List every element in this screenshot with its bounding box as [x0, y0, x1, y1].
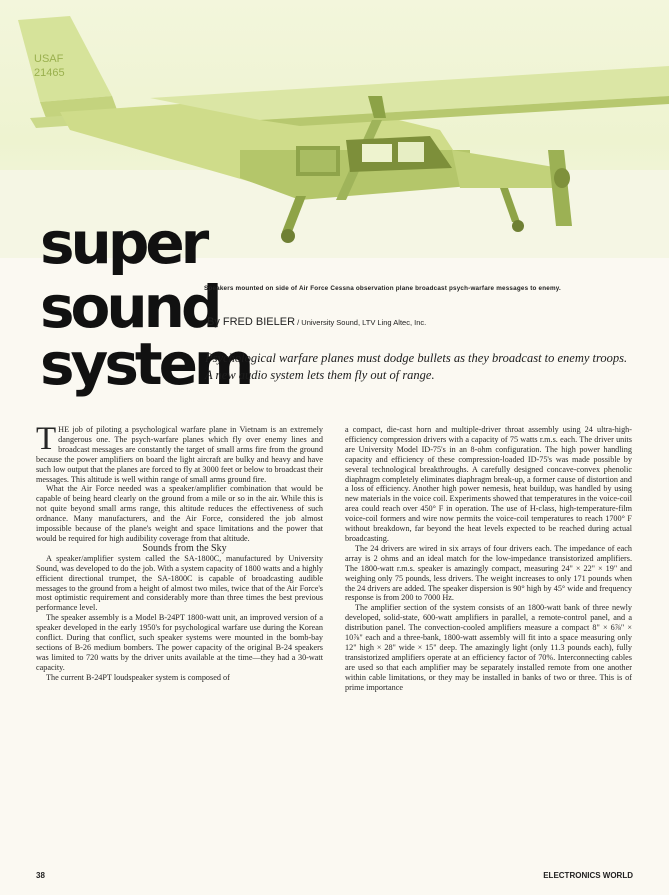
paragraph: The 24 drivers are wired in six arrays of four drivers each. The impedance of each array is 2 ohms and an ideal match for the low-impedance transistorized amplifiers. The 1800-watt r.m.s. speaker is amazingly compact, measuring 24" × 22" × 19" and weighing only 75 pounds, less drivers. The weight increases to only 171 pounds when the 24 drivers are added. The speaker dispersion is 90° high by 45° wide and frequency response is from 200 to 7000 Hz.: [345, 543, 632, 603]
page-number: 38: [36, 871, 45, 880]
tail-marking-number: 21465: [34, 67, 65, 79]
paragraph: The amplifier section of the system consists of an 1800-watt bank of three newly developed, solid-state, 600-watt amplifiers in parallel, a remote-control panel, and a distribution panel. The convection-cooled amplifiers measure a compact 8" × 6⅞" × 10⅞" each and a three-bank, 1800-watt assembly will fit into a space measuring only 12" high × 28" wide × 15" deep. The amazingly light (only 11.3 pounds each), fully transistorized amplifiers operate at an efficiency factor of 70%. Interconnecting cables are used so that each amplifier may be separately installed remote from one another within cable limitations, or they may be installed in banks of two or three. This is of prime importance: [345, 603, 632, 692]
paragraph: The speaker assembly is a Model B-24PT 1800-watt unit, an improved version of a speaker developed in the early 1950's for psychological warfare use during the Korean conflict. During that conflict, such speaker systems were mounted in the bomb-bay sections of B-26 medium bombers. The power capacity of the original B-24 speakers was limited to 720 watts by the driver units available at the time—they had a 30-watt capacity.: [36, 613, 323, 672]
title-line-3: system: [40, 330, 251, 398]
paragraph: A speaker/amplifier system called the SA-1800C, manufactured by University Sound, was developed to do the job. With a system capacity of 1800 watts and a highly efficient directional trumpet, the SA-1800C is capable of broadcasting audible messages to the ground from a height of almost two miles, twice that of the Air Force's most optimistic requirement and considerably more than three times the best previous performance level.: [36, 553, 323, 613]
paragraph-text: HE job of piloting a psychological warfare plane in Vietnam is an extremely dangerous one. The psych-warfare planes which fly over enemy lines and broadcast messages are constantly the target of small arms fire from the ground because the power amplifiers on board the light aircraft are bulky and heavy and have such low output that the planes are forced to fly at 3000 feet or below to broadcast their messages. This altitude is well within range of small arms ground fire.: [36, 425, 323, 484]
paragraph: a compact, die-cast horn and multiple-driver throat assembly using 24 ultra-high-efficiency compression drivers with a capacity of 75 watts r.m.s. each. The driver units are University Model ID-75's in an 8-ohm configuration. The high power handling capacity and efficiency of these compression-loaded ID-75's was made possible by several technological breakthroughs. A carefully designed concave-convex phenolic diaphragm completely eliminates diaphragm break-up, a former cause of distortion and a loss of efficiency. Another high power nemesis, heat buildup, was handled by using new materials in the voice coil. Experiments showed that temperatures in the voice-coil area could reach over 450° F in operation. The use of H-class, high-temperature-film voice-coil formers and wire now permits the voice-coil temperatures to reach 1700° F without breakdown, far beyond the heat levels expected to be reached during actual broadcasting.: [345, 425, 632, 543]
paragraph: The current B-24PT loudspeaker system is composed of: [46, 672, 230, 682]
tail-marking-usaf: USAF: [34, 53, 64, 65]
magazine-name: ELECTRONICS WORLD: [543, 871, 633, 880]
paragraph: [36, 421, 323, 484]
byline: [207, 316, 426, 328]
photo-caption: Speakers mounted on side of Air Force Cessna observation plane broadcast psych-warfare messages to enemy.: [204, 285, 561, 292]
article-column-1: [36, 421, 323, 683]
article-deck: Psychological warfare planes must dodge bullets as they broadcast to enemy troops. A new audio system lets them fly out of range.: [205, 351, 628, 382]
drop-cap: T: [36, 421, 57, 457]
section-subhead: Sounds from the Sky: [142, 542, 227, 554]
byline-affiliation: / University Sound, LTV Ling Altec, Inc.: [295, 318, 427, 327]
paragraph: What the Air Force needed was a speaker/amplifier combination that would be capable of being heard clearly on the ground from a mile or so in the air. While this is not quite beyond small arms range, this altitude reduces the effectiveness of such ordnance. Many manufacturers, and the Air Force, considered the job almost impossible because of the plane's weight and space limitations and the power that would be required for high audibility coverage from that altitude.: [36, 484, 323, 543]
title-line-1: super: [40, 209, 206, 277]
byline-author: By FRED BIELER: [207, 316, 296, 328]
title-line-2: sound: [40, 273, 219, 341]
article-column-2: [345, 425, 632, 692]
